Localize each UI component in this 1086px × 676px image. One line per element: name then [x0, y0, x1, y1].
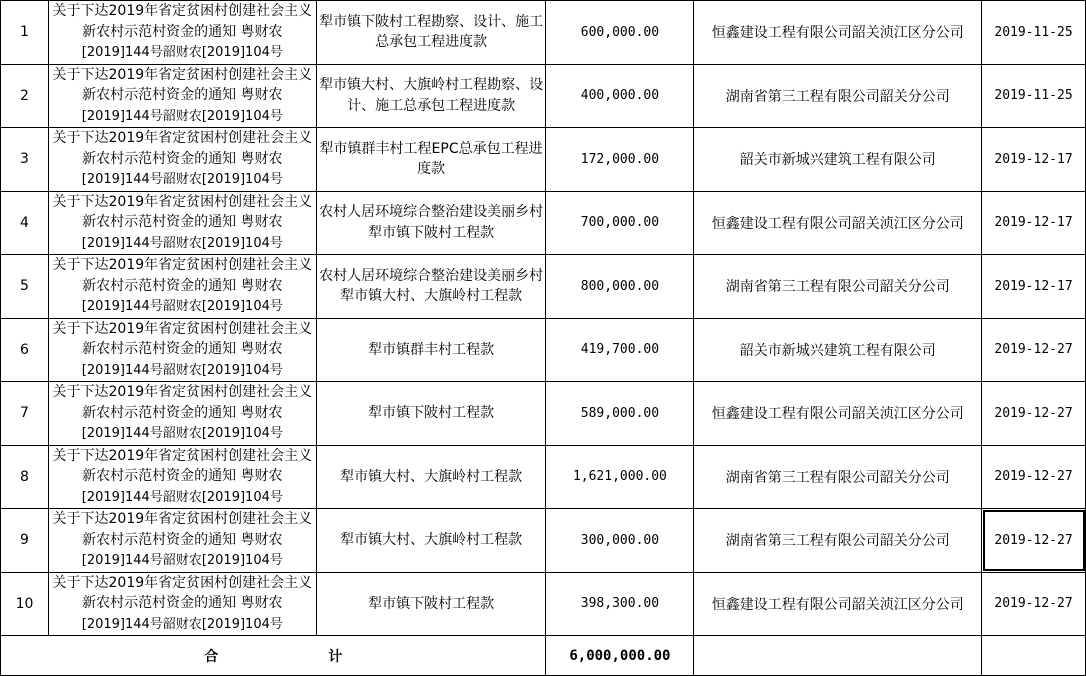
row-number-cell[interactable] — [1, 318, 49, 382]
document-cell[interactable] — [48, 191, 316, 255]
amount-value: 800,000.00 — [580, 278, 660, 294]
payee-cell[interactable] — [694, 255, 982, 319]
document-cell[interactable] — [48, 64, 316, 128]
total-amount-cell[interactable] — [546, 636, 694, 676]
amount-value: 600,000.00 — [580, 24, 660, 40]
date-cell[interactable] — [982, 191, 1086, 255]
payment-date: 2019-12-17 — [994, 215, 1073, 231]
row-number-cell[interactable] — [1, 509, 49, 573]
row-number: 6 — [20, 341, 29, 358]
amount-cell[interactable] — [546, 1, 694, 65]
table-row — [1, 1, 1086, 65]
total-empty-cell[interactable] — [982, 636, 1086, 676]
date-cell[interactable] — [982, 64, 1086, 128]
payee-name: 湖南省第三工程有限公司韶关分公司 — [725, 88, 950, 105]
document-reference: [2019]144号韶财农[2019]104号 — [81, 172, 283, 187]
amount-cell[interactable] — [546, 445, 694, 509]
amount-cell[interactable] — [546, 255, 694, 319]
table-row — [1, 255, 1086, 319]
table-row — [1, 128, 1086, 192]
project-name: 犁市镇大村、大旗岭村工程款 — [340, 468, 523, 485]
payee-cell[interactable] — [694, 128, 982, 192]
project-name: 犁市镇群丰村工程EPC总承包工程进度款 — [319, 140, 543, 178]
payee-cell[interactable] — [694, 572, 982, 636]
project-cell[interactable] — [316, 382, 546, 446]
table-row — [1, 382, 1086, 446]
project-name: 犁市镇下陂村工程勘察、设计、施工总承包工程进度款 — [319, 13, 544, 51]
document-title: 关于下达2019年省定贫困村创建社会主义新农村示范村资金的通知 粤财农 — [52, 511, 313, 548]
total-amount: 6,000,000.00 — [569, 647, 671, 664]
date-cell[interactable] — [982, 572, 1086, 636]
project-cell[interactable] — [316, 191, 546, 255]
amount-value: 1,621,000.00 — [572, 469, 667, 485]
payee-name: 湖南省第三工程有限公司韶关分公司 — [725, 469, 950, 486]
payment-date: 2019-12-17 — [994, 151, 1073, 167]
payee-cell[interactable] — [694, 64, 982, 128]
amount-cell[interactable] — [546, 128, 694, 192]
total-label-ji: 计 — [328, 648, 343, 665]
payee-cell[interactable] — [694, 318, 982, 382]
payee-name: 恒鑫建设工程有限公司韶关浈江区分公司 — [711, 215, 964, 232]
total-label-he: 合 — [204, 648, 219, 665]
document-title: 关于下达2019年省定贫困村创建社会主义新农村示范村资金的通知 粤财农 — [52, 130, 313, 167]
document-reference: [2019]144号韶财农[2019]104号 — [81, 45, 283, 60]
payee-cell[interactable] — [694, 445, 982, 509]
table-row — [1, 64, 1086, 128]
amount-value: 589,000.00 — [580, 405, 660, 421]
row-number-cell[interactable] — [1, 382, 49, 446]
total-row — [1, 636, 1086, 676]
payment-date: 2019-12-27 — [994, 469, 1073, 485]
project-cell[interactable] — [316, 318, 546, 382]
table-row — [1, 191, 1086, 255]
document-reference: [2019]144号韶财农[2019]104号 — [81, 299, 283, 314]
project-cell[interactable] — [316, 572, 546, 636]
amount-cell[interactable] — [546, 509, 694, 573]
document-reference: [2019]144号韶财农[2019]104号 — [81, 489, 283, 505]
document-reference: [2019]144号韶财农[2019]104号 — [81, 553, 283, 568]
payee-name: 韶关市新城兴建筑工程有限公司 — [739, 152, 936, 169]
document-reference: [2019]144号韶财农[2019]104号 — [81, 362, 283, 378]
table-row — [1, 318, 1086, 382]
payment-date: 2019-12-27 — [994, 342, 1073, 358]
row-number: 5 — [20, 278, 29, 295]
document-cell[interactable] — [48, 572, 316, 636]
project-cell[interactable] — [316, 509, 546, 573]
project-name: 农村人居环境综合整治建设美丽乡村犁市镇大村、大旗岭村工程款 — [319, 267, 544, 305]
project-cell[interactable] — [316, 128, 546, 192]
document-title: 关于下达2019年省定贫困村创建社会主义新农村示范村资金的通知 粤财农 — [52, 447, 313, 484]
payee-name: 恒鑫建设工程有限公司韶关浈江区分公司 — [711, 596, 964, 613]
amount-value: 400,000.00 — [580, 88, 660, 104]
payee-name: 湖南省第三工程有限公司韶关分公司 — [725, 533, 950, 550]
amount-value: 172,000.00 — [580, 151, 660, 167]
project-name: 犁市镇群丰村工程款 — [368, 341, 495, 358]
project-name: 犁市镇大村、大旗岭村工程款 — [340, 532, 523, 548]
document-cell[interactable] — [48, 255, 316, 319]
document-title: 关于下达2019年省定贫困村创建社会主义新农村示范村资金的通知 粤财农 — [52, 384, 313, 421]
project-cell[interactable] — [316, 255, 546, 319]
date-cell[interactable] — [982, 382, 1086, 446]
project-name: 农村人居环境综合整治建设美丽乡村犁市镇下陂村工程款 — [319, 204, 544, 241]
amount-cell[interactable] — [546, 382, 694, 446]
table-row — [1, 509, 1086, 573]
payee-name: 韶关市新城兴建筑工程有限公司 — [739, 342, 936, 359]
row-number-cell[interactable] — [1, 255, 49, 319]
total-empty-cell[interactable] — [694, 636, 982, 676]
document-cell[interactable] — [48, 318, 316, 382]
document-cell[interactable] — [48, 509, 316, 573]
document-cell[interactable] — [48, 445, 316, 509]
amount-cell[interactable] — [546, 572, 694, 636]
date-cell[interactable] — [982, 1, 1086, 65]
document-reference: [2019]144号韶财农[2019]104号 — [81, 108, 283, 124]
amount-cell[interactable] — [546, 64, 694, 128]
amount-value: 419,700.00 — [580, 342, 660, 358]
payment-date: 2019-11-25 — [994, 88, 1073, 104]
date-cell[interactable] — [982, 445, 1086, 509]
row-number-cell[interactable] — [1, 445, 49, 509]
date-cell[interactable] — [982, 318, 1086, 382]
project-name: 犁市镇大村、大旗岭村工程勘察、设计、施工总承包工程进度款 — [319, 77, 544, 114]
payee-cell[interactable] — [694, 191, 982, 255]
document-cell[interactable] — [48, 1, 316, 65]
payment-date: 2019-12-27 — [994, 596, 1073, 612]
amount-value: 300,000.00 — [580, 532, 660, 548]
row-number: 3 — [20, 151, 29, 168]
document-reference: [2019]144号韶财农[2019]104号 — [81, 426, 283, 441]
payment-date: 2019-12-17 — [994, 278, 1073, 294]
amount-value: 398,300.00 — [580, 596, 660, 612]
amount-cell[interactable] — [546, 191, 694, 255]
row-number-cell[interactable] — [1, 128, 49, 192]
document-cell[interactable] — [48, 382, 316, 446]
row-number: 9 — [20, 532, 29, 549]
document-reference: [2019]144号韶财农[2019]104号 — [81, 235, 283, 251]
payment-date: 2019-12-27 — [994, 532, 1073, 548]
table-row — [1, 572, 1086, 636]
date-cell[interactable] — [982, 255, 1086, 319]
row-number: 1 — [20, 24, 29, 41]
row-number: 2 — [20, 87, 29, 104]
project-name: 犁市镇下陂村工程款 — [368, 405, 495, 421]
date-cell[interactable] — [982, 509, 1086, 573]
document-title: 关于下达2019年省定贫困村创建社会主义新农村示范村资金的通知 粤财农 — [52, 320, 313, 357]
payee-name: 恒鑫建设工程有限公司韶关浈江区分公司 — [711, 406, 964, 423]
project-cell[interactable] — [316, 445, 546, 509]
project-cell[interactable] — [316, 1, 546, 65]
payee-cell[interactable] — [694, 509, 982, 573]
payment-date: 2019-11-25 — [994, 24, 1073, 40]
date-cell[interactable] — [982, 128, 1086, 192]
payee-name: 湖南省第三工程有限公司韶关分公司 — [725, 279, 950, 296]
document-title: 关于下达2019年省定贫困村创建社会主义新农村示范村资金的通知 粤财农 — [52, 574, 313, 611]
document-reference: [2019]144号韶财农[2019]104号 — [81, 616, 283, 632]
payment-date: 2019-12-27 — [994, 405, 1073, 421]
project-cell[interactable] — [316, 64, 546, 128]
row-number-cell[interactable] — [1, 1, 49, 65]
row-number: 8 — [20, 468, 29, 485]
document-title: 关于下达2019年省定贫困村创建社会主义新农村示范村资金的通知 粤财农 — [52, 257, 313, 294]
total-label-cell[interactable] — [1, 636, 546, 676]
row-number: 4 — [20, 214, 29, 231]
document-title: 关于下达2019年省定贫困村创建社会主义新农村示范村资金的通知 粤财农 — [52, 193, 313, 230]
payee-name: 恒鑫建设工程有限公司韶关浈江区分公司 — [711, 25, 964, 42]
document-title: 关于下达2019年省定贫困村创建社会主义新农村示范村资金的通知 粤财农 — [52, 3, 313, 40]
amount-cell[interactable] — [546, 318, 694, 382]
payee-cell[interactable] — [694, 382, 982, 446]
row-number: 7 — [20, 405, 29, 422]
amount-value: 700,000.00 — [580, 215, 660, 231]
document-title: 关于下达2019年省定贫困村创建社会主义新农村示范村资金的通知 粤财农 — [52, 66, 313, 103]
row-number-cell[interactable] — [1, 572, 49, 636]
payee-cell[interactable] — [694, 1, 982, 65]
row-number-cell[interactable] — [1, 191, 49, 255]
row-number: 10 — [15, 595, 34, 612]
project-name: 犁市镇下陂村工程款 — [368, 595, 495, 612]
table-row — [1, 445, 1086, 509]
document-cell[interactable] — [48, 128, 316, 192]
row-number-cell[interactable] — [1, 64, 49, 128]
